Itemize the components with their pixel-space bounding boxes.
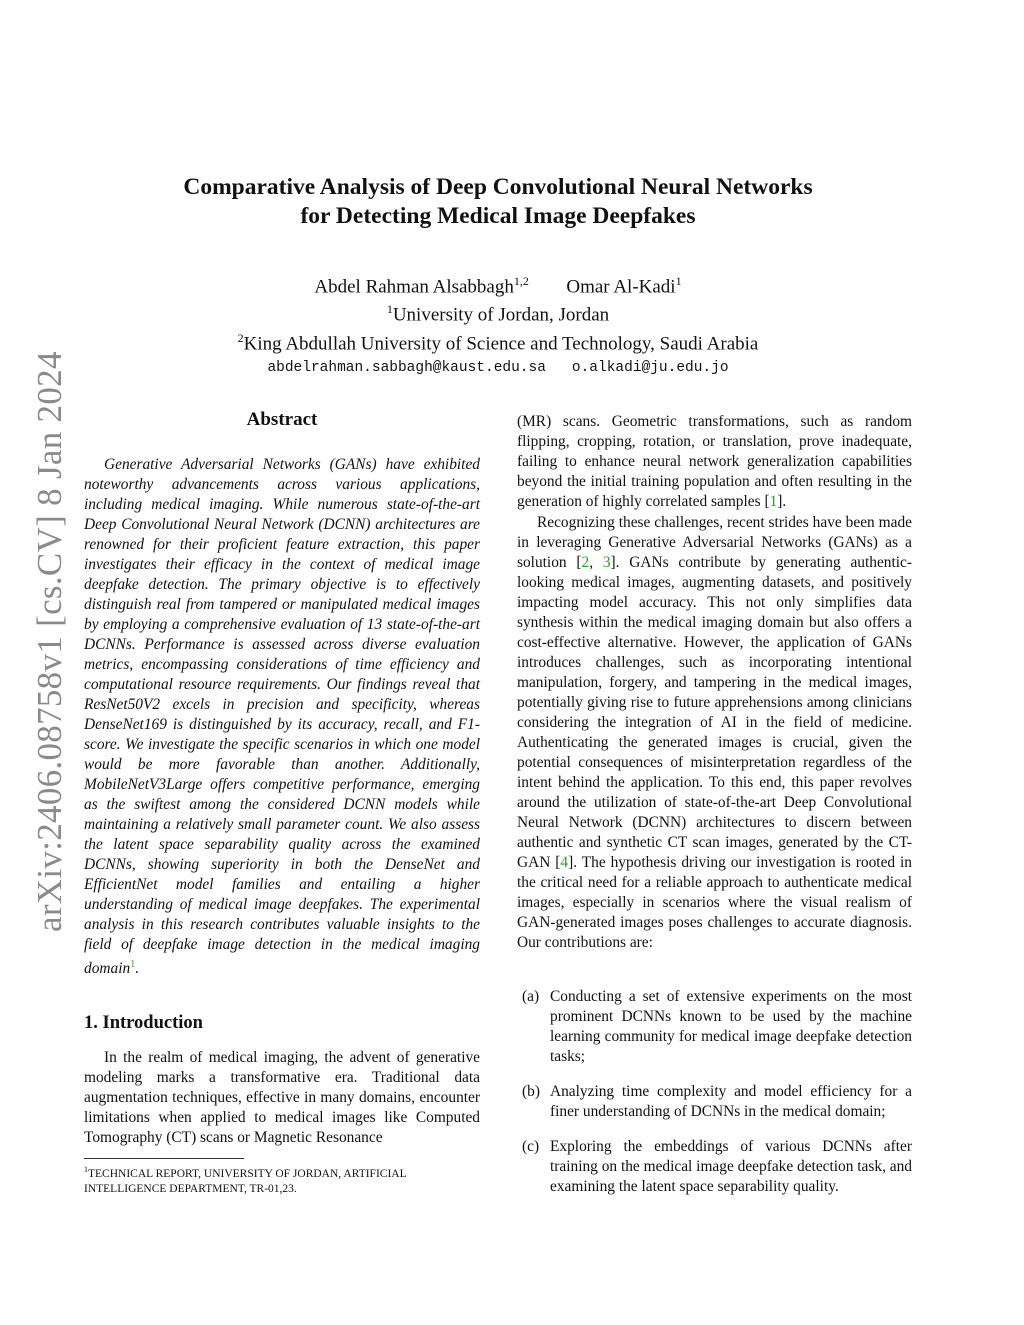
citation-link[interactable]: 1 <box>769 493 778 510</box>
contribution-label: (a) <box>522 988 540 1005</box>
contribution-item <box>517 1082 912 1122</box>
author-block <box>140 270 856 381</box>
paper-title <box>140 173 856 231</box>
contribution-text: Conducting a set of extensive experiments on the most prominent DCNNs known to be used by the machine learning community for medical image deepfake detection tasks; <box>550 988 912 1065</box>
contribution-text: Analyzing time complexity and model efficiency for a finer understanding of DCNNs in the medical domain; <box>550 1083 912 1120</box>
affiliation-line <box>140 298 856 326</box>
contribution-label: (b) <box>522 1083 540 1100</box>
abstract-text: Generative Adversarial Networks (GANs) have exhibited noteworthy advancements across various applications, including medical imaging. While numerous state-of-the-art Deep Convolutional Neural Network (DCNN) architectures are renowned for their proficient feature extraction, this paper investigates their efficacy in the context of medical image deepfake detection. The primary objective is to effectively distinguish real from tampered or manipulated medical images by employing a comprehensive evaluation of 13 state-of-the-art DCNNs. Performance is assessed across diverse evaluation metrics, encompassing considerations of time efficiency and computational resource requirements. Our findings reveal that ResNet50V2 excels in precision and specificity, whereas DenseNet169 is distinguished by its accuracy, recall, and F1-score. We investigate the specific scenarios in which one model would be more favorable than another. Additionally, MobileNetV3Large offers competitive performance, emerging as the swiftest among the considered DCNN models while maintaining a relatively small parameter count. We also assess the latent space separability quality across the examined DCNNs, showing superiority in both the DenseNet and EfficientNet model families and entailing a higher understanding of medical image deepfakes. The experimental analysis in this research contributes valuable insights to the field of deepfake image detection in the medical imaging domain <box>84 456 480 978</box>
paragraph-text: , <box>589 554 603 571</box>
footnote-reference[interactable]: 1 <box>130 959 136 970</box>
affiliation-line <box>140 327 856 355</box>
affiliation-text: University of Jordan, Jordan <box>392 304 610 326</box>
section-heading-introduction: 1. Introduction <box>84 1013 203 1033</box>
footnote <box>84 1162 484 1197</box>
paragraph-text: ]. GANs contribute by generating authentic-looking medical images, augmenting datasets, and positively impacting model accuracy. This not only simplifies data synthesis within the medical imaging domain but also offers a cost-effective alternative. However, the application of GANs introduces challenges, such as incorporating intentional manipulation, forgery, and tampering in the medical images, potentially giving rise to future apprehensions among clinicians considering the integration of AI in the field of medicine. Authenticating the generated images is crucial, given the potential consequences of misinterpretation regardless of the intent behind the application. To this end, this paper revolves around the utilization of state-of-the-art Deep Convolutional Neural Network (DCNN) architectures to discern between authentic and synthetic CT scan images, generated by the CT-GAN [ <box>517 554 912 871</box>
abstract-heading: Abstract <box>246 409 318 430</box>
citation-link[interactable]: 4 <box>560 854 569 871</box>
contribution-item <box>517 1137 912 1197</box>
title-line-2: for Detecting Medical Image Deepfakes <box>300 203 696 229</box>
author-name: Omar Al-Kadi <box>566 276 676 298</box>
title-line-1: Comparative Analysis of Deep Convolutional Neural Networks <box>183 174 813 200</box>
contribution-text: Exploring the embeddings of various DCNNs after training on the medical image deepfake detection task, and examining the latent space separability quality. <box>550 1138 912 1195</box>
paragraph-text: ]. <box>777 493 787 510</box>
citation-link[interactable]: 3 <box>602 554 611 571</box>
footnote-text: TECHNICAL REPORT, UNIVERSITY OF JORDAN, ARTIFICIAL INTELLIGENCE DEPARTMENT, TR-01,23. <box>84 1167 407 1195</box>
author-name: Abdel Rahman Alsabbagh <box>314 276 514 298</box>
author-affil-mark: 1,2 <box>513 274 529 288</box>
email-line <box>140 355 856 381</box>
author-affil-mark: 1 <box>675 274 682 288</box>
footnote-divider <box>84 1158 244 1159</box>
email-address: abdelrahman.sabbagh@kaust.edu.sa <box>267 359 546 376</box>
paragraph-text: ]. The hypothesis driving our investigation is rooted in the critical need for a reliable approach to authenticate medical images, especially in scenarios where the visual realism of GAN-generated images poses challenges to accurate diagnosis. Our contributions are: <box>517 854 913 951</box>
right-paragraph-2 <box>517 513 912 953</box>
affil-mark: 1 <box>386 302 393 317</box>
paragraph-text: (MR) scans. Geometric transformations, such as random flipping, cropping, rotation, or translation, prove inadequate, failing to enhance neural network generalization capabilities beyond the initial training population and often resulting in the generation of highly correlated samples [ <box>517 413 912 510</box>
paragraph-text: Recognizing these challenges, recent strides have been made in leveraging Generative Adversarial Networks (GANs) as a solution [ <box>517 514 912 571</box>
abstract-body: Generative Adversarial Networks (GANs) have exhibited noteworthy advancements across various applications, including medical imaging. While numerous state-of-the-art Deep Convolutional Neural Network (DCNN) architectures are renowned for their proficient feature extraction, this paper investigates their efficacy in the context of medical image deepfake detection. The primary objective is to effectively distinguish real from tampered or manipulated medical images by employing a comprehensive evaluation of 13 state-of-the-art DCNNs. Performance is assessed across diverse evaluation metrics, encompassing considerations of time efficiency and computational resource requirements. Our findings reveal that ResNet50V2 excels in precision and specificity, whereas DenseNet169 is distinguished by its accuracy, recall, and F1-score. We investigate the specific scenarios in which one model would be more favorable than another. Additionally, MobileNetV3Large offers competitive performance, emerging as the swiftest among the considered DCNN models while maintaining a relatively small parameter count. We also assess the latent space separability quality across the examined DCNNs, showing superiority in both the DenseNet and EfficientNet model families and entailing a higher understanding of medical image deepfakes. The experimental analysis in this research contributes valuable insights to the field of deepfake image detection in the medical imaging domain$^1$. <box>84 456 480 978</box>
intro-paragraph: In the realm of medical imaging, the advent of generative modeling marks a transformative era. Traditional data augmentation techniques, effective in many domains, encounter limitations when applied to medical images like Computed Tomography (CT) scans or Magnetic Resonance <box>84 1049 480 1146</box>
email-address: o.alkadi@ju.edu.jo <box>571 359 729 376</box>
affiliation-text: King Abdullah University of Science and Technology, Saudi Arabia <box>243 332 759 354</box>
footnote-mark: 1 <box>84 1165 88 1174</box>
contribution-item <box>517 987 912 1067</box>
right-paragraph-1 <box>517 412 912 512</box>
citation-link[interactable]: 2 <box>581 554 590 571</box>
affil-mark: 2 <box>237 330 244 345</box>
contribution-label: (c) <box>522 1138 540 1155</box>
arxiv-identifier: arXiv:2406.08758v1 [cs.CV] 8 Jan 2024 <box>30 351 69 932</box>
author-line <box>140 270 856 298</box>
